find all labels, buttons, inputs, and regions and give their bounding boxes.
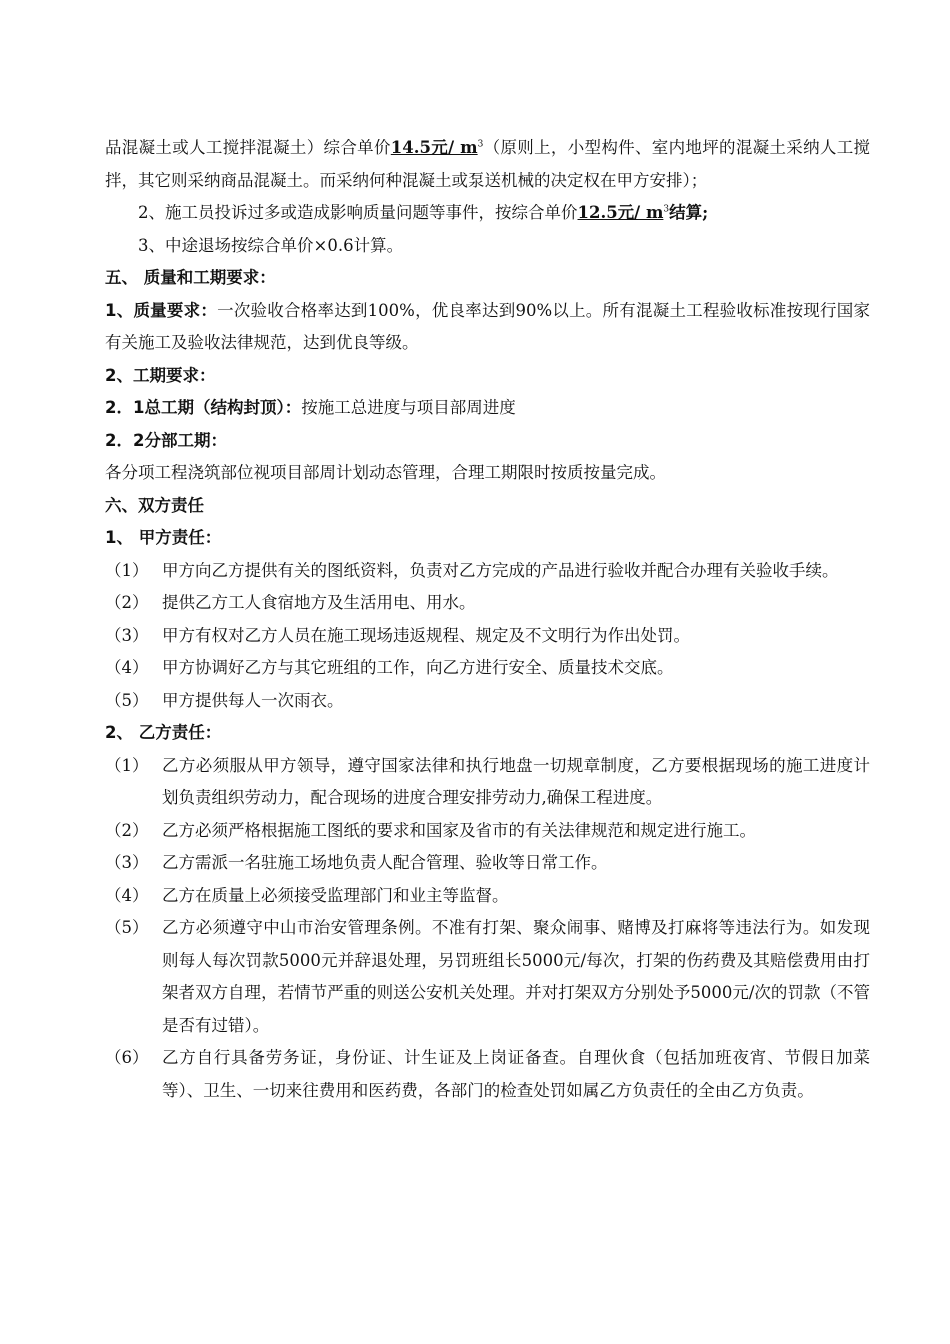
item-text: 甲方协调好乙方与其它班组的工作，向乙方进行安全、质量技术交底。 [162,658,674,677]
paragraph-partial-schedule: 各分项工程浇筑部位视项目部周计划动态管理，合理工期限时按质按量完成。 [105,463,666,482]
subheading-party-a: 1、 甲方责任： [105,528,222,547]
paragraph-midway-exit: 3、中途退场按综合单价×0.6计算。 [138,235,404,255]
list-item [105,587,870,620]
item-number: （1） [105,560,149,580]
item-number: （5） [105,690,149,710]
item-text: 甲方向乙方提供有关的图纸资料，负责对乙方完成的产品进行验收并配合办理有关验收手续。 [162,560,839,580]
item-number: （3） [105,853,149,872]
list-item [105,815,870,848]
item-text: 乙方自行具备劳务证，身份证、计生证及上岗证备查。自理伙食（包括加班夜宵、节假日加菜等）、卫生、一切来往费用和医药费，各部门的检查处罚如属乙方负责任的全由乙方负责。 [162,1048,870,1100]
item-number: （4） [105,658,149,677]
superscript: 3 [477,139,484,150]
item-number: （5） [105,918,149,937]
item-text: 乙方必须严格根据施工图纸的要求和国家及省市的有关法律规范和规定进行施工。 [162,820,756,840]
item-text: 乙方在质量上必须接受监理部门和业主等监督。 [162,885,509,905]
list-item [105,847,870,880]
item-number: （3） [105,625,149,645]
subheading-schedule: 2、工期要求： [105,365,216,385]
document-body [105,132,870,1107]
list-item [105,555,870,588]
list-item [105,750,870,815]
list-item [105,1042,870,1107]
list-item [105,652,870,685]
item-text: 乙方需派一名驻施工场地负责人配合管理、验收等日常工作。 [162,853,608,872]
item-number: （2） [105,593,149,612]
paragraph-complaint-price [105,197,870,230]
list-item [105,880,870,913]
text-segment: （原则上，小型构件、室内地坪的混凝土采纳人工搅拌，其它则采纳商品混凝土。而采纳何种混凝土或泵送机械的决定权在甲方安排）； [105,138,871,190]
paragraph-total-schedule [105,392,870,425]
label: 2．1总工期（结构封顶）： [105,398,302,417]
text-segment: 品混凝土或人工搅拌混凝土）综合单价 [105,138,391,157]
item-text: 甲方提供每人一次雨衣。 [162,690,344,710]
paragraph-quality-requirement [105,295,870,360]
item-text: 乙方必须遵守中山市治安管理条例。不准有打架、聚众闹事、赌博及打麻将等违法行为。如发现则每人每次罚款5000元并辞退处理，另罚班组长5000元/每次，打架的伤药费及其赔偿费用由打架者双方自理，若情节严重的则送公安机关处理。并对打架双方分别处予5000元/次的罚款（不管是否有过错）。 [162,918,870,1035]
item-text: 乙方必须服从甲方领导，遵守国家法律和执行地盘一切规章制度，乙方要根据现场的施工进度计划负责组织劳动力，配合现场的进度合理安排劳动力,确保工程进度。 [162,755,870,807]
text-segment: 一次验收合格率达到100%，优良率达到90%以上。所有混凝土工程验收标准按现行国家有关施工及验收法律规范，达到优良等级。 [105,300,870,352]
item-number: （6） [105,1048,149,1067]
price-value: 12.5元/ m [577,203,664,222]
price-value: 14.5元/ m [390,138,478,157]
item-number: （4） [105,885,149,905]
party-b-list [105,750,870,1108]
party-a-list [105,555,870,718]
text-segment: 结算; [669,203,709,222]
list-item [105,685,870,718]
text-segment: 2、施工员投诉过多或造成影响质量问题等事件，按综合单价 [138,203,578,222]
item-text: 甲方有权对乙方人员在施工现场违返规程、规定及不文明行为作出处罚。 [162,625,690,645]
label: 1、质量要求： [105,300,218,320]
section-heading-quality: 五、 质量和工期要求： [105,268,276,287]
item-text: 提供乙方工人食宿地方及生活用电、用水。 [162,593,476,612]
subheading-party-b: 2、 乙方责任： [105,723,222,742]
item-number: （1） [105,755,149,775]
subheading-partial-schedule: 2．2分部工期： [105,430,227,450]
paragraph-concrete-price [105,132,870,197]
list-item [105,912,870,1042]
list-item [105,620,870,653]
section-heading-responsibilities: 六、双方责任 [105,495,204,515]
item-number: （2） [105,820,149,840]
text-segment: 按施工总进度与项目部周进度 [301,398,516,417]
superscript: 3 [663,204,670,215]
